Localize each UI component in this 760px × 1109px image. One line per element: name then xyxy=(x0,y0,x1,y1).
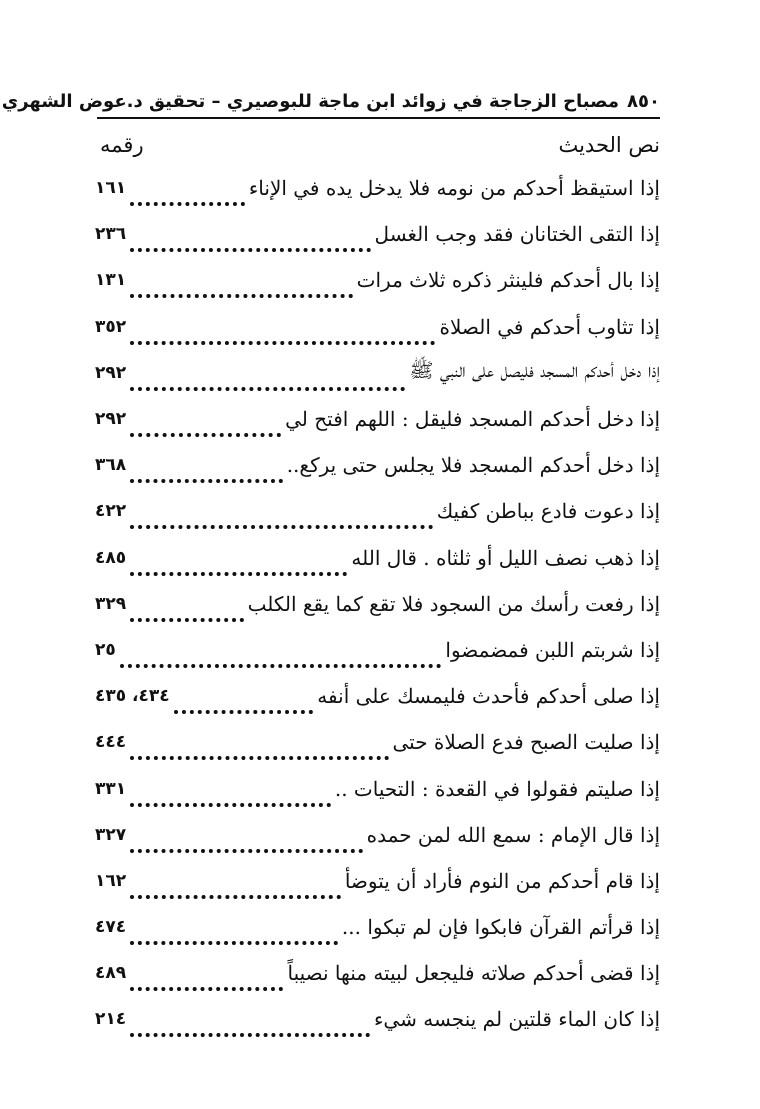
hadith-number: ٣٦٨ xyxy=(95,455,127,476)
index-row xyxy=(95,165,660,211)
index-row xyxy=(95,904,660,950)
dot-leader xyxy=(130,365,405,391)
index-row xyxy=(95,211,660,257)
index-row xyxy=(95,719,660,765)
hadith-number: ٤٣٤، ٤٣٥ xyxy=(95,686,170,707)
dot-leader xyxy=(130,919,338,945)
hadith-number: ٢٩٢ xyxy=(95,362,127,383)
hadith-text: إذا قرأتم القرآن فابكوا فإن لم تبكوا ... xyxy=(341,915,660,940)
hadith-number: ١٦١ xyxy=(95,178,127,199)
hadith-text: إذا صليت الصبح فدع الصلاة حتى xyxy=(392,730,660,755)
dot-leader xyxy=(130,272,353,298)
index-row xyxy=(95,488,660,534)
hadith-index-list xyxy=(95,165,660,1043)
index-row xyxy=(95,812,660,858)
hadith-number: ٣٢٩ xyxy=(95,593,127,614)
column-header-hadith-text: نص الحديث xyxy=(558,133,660,157)
dot-leader xyxy=(130,1011,370,1037)
column-header-number: رقمه xyxy=(100,133,144,157)
index-row xyxy=(95,996,660,1042)
hadith-text: إذا دخل أحدكم المسجد فلا يجلس حتى يركع.. xyxy=(286,453,660,478)
hadith-text: إذا دعوت فادع بباطن كفيك xyxy=(436,499,660,524)
index-row xyxy=(95,304,660,350)
hadith-number: ٢٩٢ xyxy=(95,409,127,430)
book-title: مصباح الزجاجة في زوائد ابن ماجة للبوصيري – تحقيق د.عوض الشهري xyxy=(1,90,620,112)
header-divider xyxy=(97,117,660,119)
hadith-number: ٤٧٤ xyxy=(95,917,127,938)
hadith-number: ٣٥٢ xyxy=(95,316,127,337)
dot-leader xyxy=(174,688,314,714)
dot-leader xyxy=(130,781,331,807)
dot-leader xyxy=(130,734,388,760)
index-row xyxy=(95,350,660,396)
page-number: ٨٥٠ xyxy=(627,90,660,112)
dot-leader xyxy=(130,503,433,529)
index-row xyxy=(95,950,660,996)
hadith-text: إذا صليتم فقولوا في القعدة : التحيات .. xyxy=(334,776,660,801)
hadith-number: ١٣١ xyxy=(95,270,127,291)
running-header xyxy=(1,86,660,116)
hadith-number: ٢٥ xyxy=(95,639,116,660)
hadith-text: إذا تثاوب أحدكم في الصلاة xyxy=(439,314,660,339)
hadith-number: ٢٣٦ xyxy=(95,224,127,245)
hadith-text: إذا استيقظ أحدكم من نومه فلا يدخل يده في الإناء xyxy=(248,176,660,201)
hadith-text: إذا قال الإمام : سمع الله لمن حمده xyxy=(366,822,660,847)
index-row xyxy=(95,535,660,581)
index-row xyxy=(95,257,660,303)
dot-leader xyxy=(130,226,370,252)
hadith-text: إذا دخل أحدكم المسجد فليقل : اللهم افتح لي xyxy=(285,407,660,432)
dot-leader xyxy=(130,596,243,622)
hadith-text: إذا رفعت رأسك من السجود فلا تقع كما يقع الكلب xyxy=(247,591,660,616)
hadith-number: ٤٨٥ xyxy=(95,547,127,568)
dot-leader xyxy=(130,873,341,899)
hadith-text: إذا قضى أحدكم صلاته فليجعل لبيته منها نصيباً xyxy=(287,961,660,986)
dot-leader xyxy=(130,965,283,991)
index-row xyxy=(95,627,660,673)
hadith-text: إذا بال أحدكم فلينثر ذكره ثلاث مرات xyxy=(356,268,660,293)
hadith-text: إذا قام أحدكم من النوم فأراد أن يتوضأ xyxy=(344,868,660,893)
dot-leader xyxy=(130,827,363,853)
hadith-text: إذا التقى الختانان فقد وجب الغسل xyxy=(374,222,660,247)
dot-leader xyxy=(130,457,283,483)
hadith-number: ٤٤٤ xyxy=(95,732,127,753)
hadith-number: ١٦٢ xyxy=(95,870,127,891)
index-row xyxy=(95,581,660,627)
hadith-text: إذا كان الماء قلتين لم ينجسه شيء xyxy=(374,1007,660,1032)
dot-leader xyxy=(120,642,442,668)
hadith-text: إذا صلى أحدكم فأحدث فليمسك على أنفه xyxy=(317,684,660,709)
dot-leader xyxy=(130,411,281,437)
dot-leader xyxy=(130,319,435,345)
hadith-text: إذا ذهب نصف الليل أو ثلثاه . قال الله xyxy=(351,545,660,570)
index-row xyxy=(95,396,660,442)
hadith-number: ٢١٤ xyxy=(95,1009,127,1030)
hadith-number: ٤٨٩ xyxy=(95,963,127,984)
index-row xyxy=(95,673,660,719)
index-row xyxy=(95,442,660,488)
index-row xyxy=(95,765,660,811)
index-row xyxy=(95,858,660,904)
hadith-text: إذا دخل أحدكم المسجد فليصل على النبي ﷺ xyxy=(409,358,660,383)
hadith-text: إذا شربتم اللبن فمضمضوا xyxy=(445,637,660,662)
dot-leader xyxy=(130,550,347,576)
hadith-number: ٣٣١ xyxy=(95,778,127,799)
hadith-number: ٤٢٢ xyxy=(95,501,127,522)
hadith-number: ٣٢٧ xyxy=(95,824,127,845)
dot-leader xyxy=(130,180,245,206)
